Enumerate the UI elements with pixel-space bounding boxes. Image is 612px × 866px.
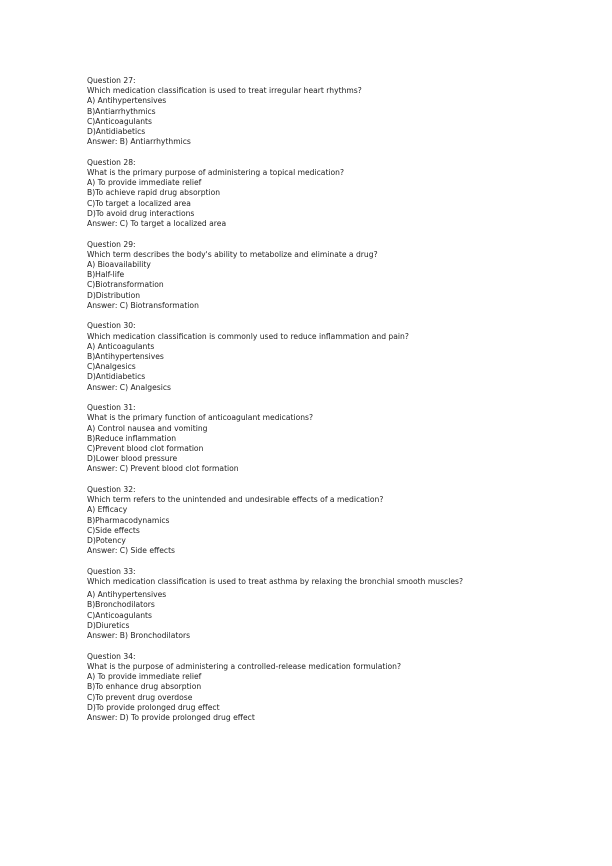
answer-text: Answer: B) Bronchodilators bbox=[87, 631, 191, 641]
question-block-33 bbox=[87, 567, 587, 641]
option-a: A) Antihypertensives bbox=[87, 590, 167, 600]
answer-text: Answer: C) Analgesics bbox=[87, 382, 171, 392]
option-d: D)Potency bbox=[87, 536, 126, 546]
answer-text: Answer: C) Biotransformation bbox=[87, 300, 199, 310]
option-c: C)Side effects bbox=[87, 525, 140, 535]
option-b: B)Half-life bbox=[87, 270, 125, 280]
option-c: C)Analgesics bbox=[87, 362, 136, 372]
option-c: C)To target a localized area bbox=[87, 198, 191, 208]
option-d: D)Distribution bbox=[87, 290, 141, 300]
question-text: What is the primary purpose of administering a topical medication? bbox=[87, 168, 345, 178]
question-heading: Question 33: bbox=[87, 566, 136, 576]
answer-text: Answer: C) To target a localized area bbox=[87, 219, 227, 229]
question-heading: Question 29: bbox=[87, 239, 136, 249]
question-text: Which term refers to the unintended and undesirable effects of a medication? bbox=[87, 495, 384, 505]
option-d: D)Antidiabetics bbox=[87, 372, 146, 382]
question-heading: Question 32: bbox=[87, 485, 136, 495]
option-a: A) Antihypertensives bbox=[87, 96, 167, 106]
question-text: Which term describes the body's ability to metabolize and eliminate a drug? bbox=[87, 249, 378, 259]
option-b: B)Bronchodilators bbox=[87, 600, 155, 610]
question-heading: Question 28: bbox=[87, 157, 136, 167]
option-c: C)Anticoagulants bbox=[87, 116, 152, 126]
answer-text: Answer: C) Side effects bbox=[87, 546, 176, 556]
question-block-34 bbox=[87, 652, 587, 723]
question-block-30 bbox=[87, 321, 587, 392]
question-heading: Question 31: bbox=[87, 403, 136, 413]
question-text: Which medication classification is commonly used to reduce inflammation and pain? bbox=[87, 331, 409, 341]
question-heading: Question 27: bbox=[87, 76, 136, 85]
option-d: D)To avoid drug interactions bbox=[87, 208, 195, 218]
option-c: C)Prevent blood clot formation bbox=[87, 444, 204, 454]
option-a: A) Anticoagulants bbox=[87, 341, 155, 351]
answer-text: Answer: D) To provide prolonged drug effect bbox=[87, 712, 255, 722]
option-b: B)Antihypertensives bbox=[87, 352, 164, 362]
question-text: Which medication classification is used to treat irregular heart rhythms? bbox=[87, 86, 362, 96]
question-heading: Question 34: bbox=[87, 651, 136, 661]
option-b: B)Pharmacodynamics bbox=[87, 515, 170, 525]
question-text: What is the purpose of administering a controlled-release medication formulation? bbox=[87, 661, 401, 671]
question-block-29 bbox=[87, 240, 587, 311]
question-heading: Question 30: bbox=[87, 321, 136, 331]
option-a: A) To provide immediate relief bbox=[87, 178, 202, 188]
question-text: What is the primary function of anticoagulant medications? bbox=[87, 413, 314, 423]
option-c: C)Biotransformation bbox=[87, 280, 164, 290]
option-c: C)Anticoagulants bbox=[87, 610, 152, 620]
option-c: C)To prevent drug overdose bbox=[87, 692, 193, 702]
option-a: A) Bioavailability bbox=[87, 260, 151, 270]
option-d: D)Diuretics bbox=[87, 620, 130, 630]
option-a: A) Control nausea and vomiting bbox=[87, 423, 208, 433]
option-d: D)Antidiabetics bbox=[87, 127, 146, 137]
option-b: B)Antiarrhythmics bbox=[87, 106, 156, 116]
question-block-32 bbox=[87, 485, 587, 556]
document-page bbox=[87, 76, 587, 734]
answer-text: Answer: C) Prevent blood clot formation bbox=[87, 464, 239, 474]
question-block-31 bbox=[87, 403, 587, 474]
option-d: D)To provide prolonged drug effect bbox=[87, 702, 220, 712]
option-b: B)Reduce inflammation bbox=[87, 433, 177, 443]
option-a: A) Efficacy bbox=[87, 505, 128, 515]
option-d: D)Lower blood pressure bbox=[87, 454, 178, 464]
question-block-28 bbox=[87, 158, 587, 229]
question-block-27 bbox=[87, 76, 587, 147]
answer-text: Answer: B) Antiarrhythmics bbox=[87, 137, 191, 147]
option-b: B)To achieve rapid drug absorption bbox=[87, 188, 221, 198]
option-a: A) To provide immediate relief bbox=[87, 672, 202, 682]
question-text: Which medication classification is used to treat asthma by relaxing the bronchial smooth muscles? bbox=[87, 577, 463, 587]
option-b: B)To enhance drug absorption bbox=[87, 682, 202, 692]
